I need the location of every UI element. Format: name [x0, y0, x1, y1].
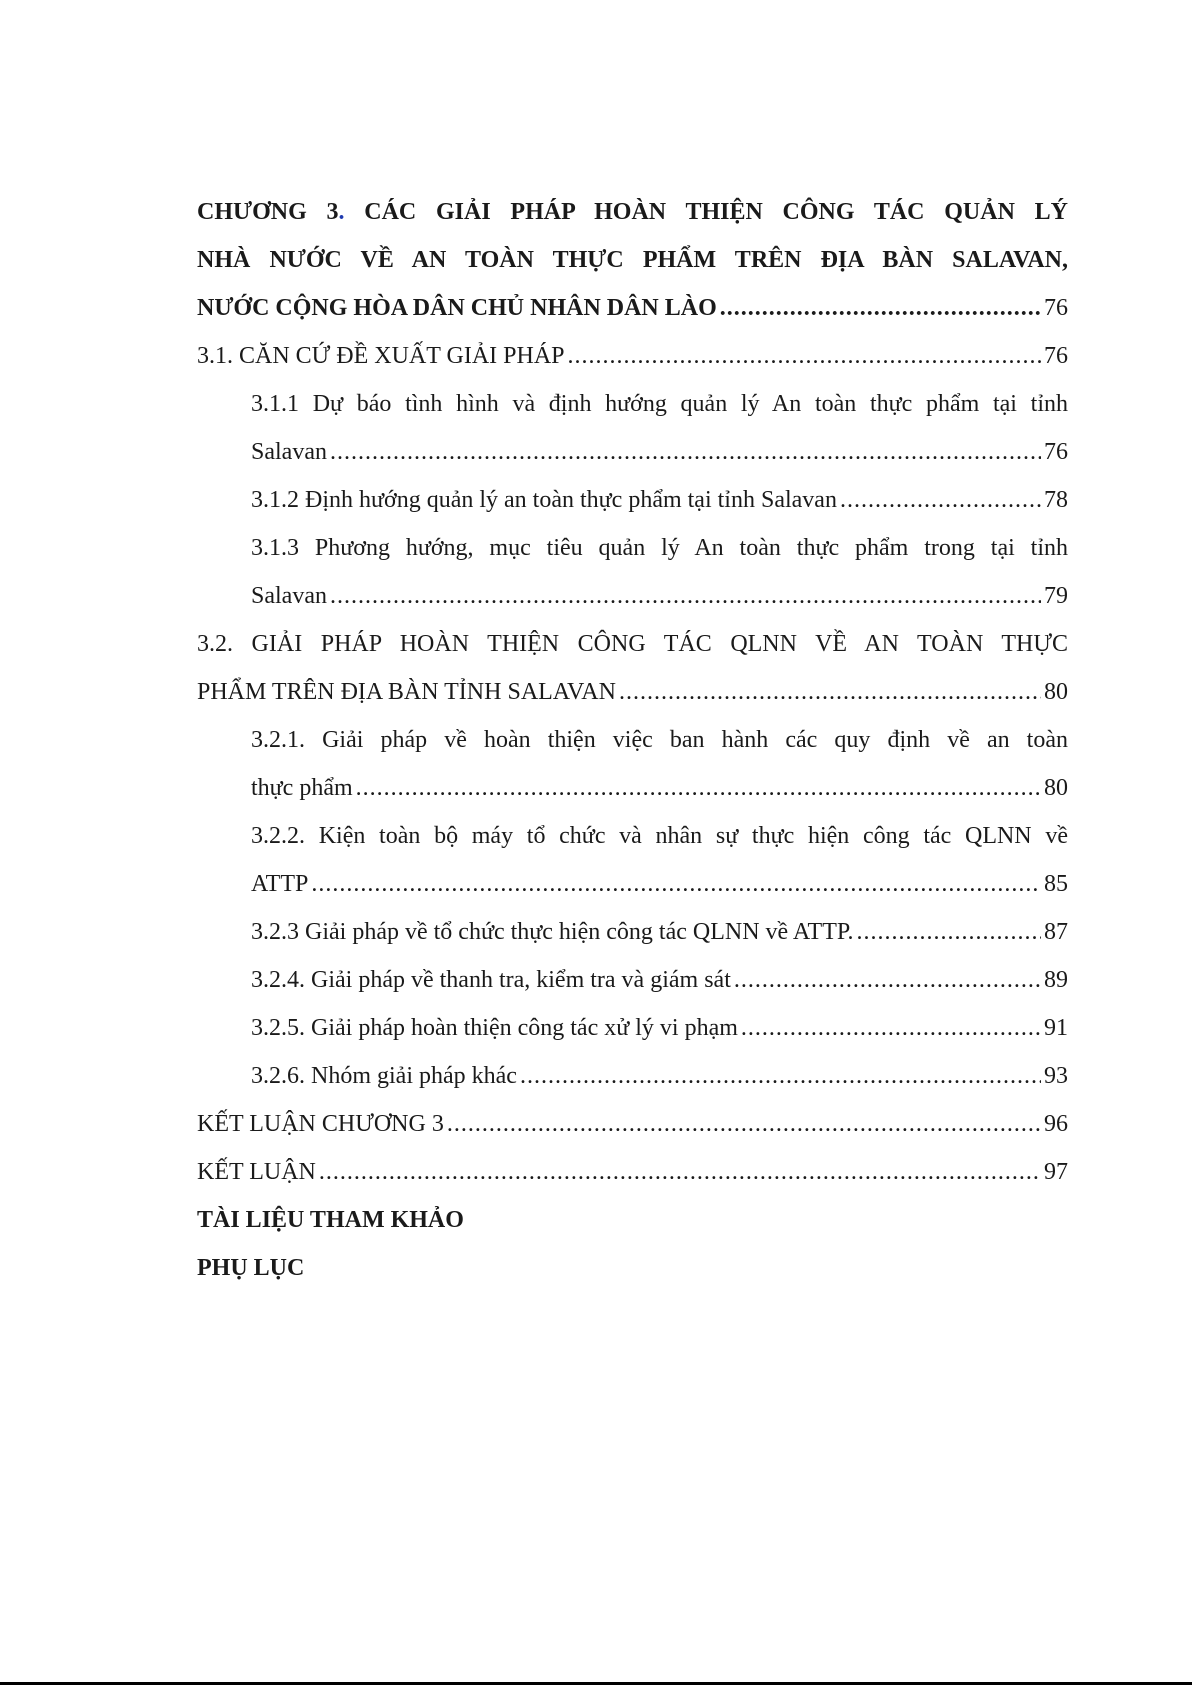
conclusion-title: KẾT LUẬN: [197, 1159, 316, 1185]
toc-entry-3-1-2[interactable]: [197, 476, 1068, 524]
toc-entry-3-1-3-line2[interactable]: [197, 572, 1068, 620]
leader-dots: [568, 332, 1041, 380]
entry-3-2-6-title: 3.2.6. Nhóm giải pháp khác: [251, 1063, 517, 1089]
entry-3-2-page: 80: [1044, 679, 1068, 705]
leader-dots: [447, 1100, 1041, 1148]
entry-3-1-1-page: 76: [1044, 439, 1068, 465]
entry-3-2-4-title: 3.2.4. Giải pháp về thanh tra, kiểm tra và giám sát: [251, 967, 731, 993]
leader-dots: [840, 476, 1041, 524]
leader-dots: [619, 668, 1041, 716]
leader-dots: [330, 572, 1041, 620]
entry-3-1-1-title-line2: Salavan: [251, 439, 327, 465]
table-of-contents: [197, 188, 1068, 1292]
leader-dots: [311, 860, 1041, 908]
toc-entry-3-2-3[interactable]: [197, 908, 1068, 956]
toc-entry-3-2-6[interactable]: [197, 1052, 1068, 1100]
leader-dots: [720, 284, 1041, 332]
entry-3-2-2-page: 85: [1044, 871, 1068, 897]
toc-entry-3-2-2-line2[interactable]: [197, 860, 1068, 908]
entry-3-1-2-title: 3.1.2 Định hướng quản lý an toàn thực phẩm tại tỉnh Salavan: [251, 487, 837, 513]
chapter3-page: 76: [1044, 295, 1068, 321]
toc-entry-3-1-1-line2[interactable]: [197, 428, 1068, 476]
toc-entry-3-2-line1[interactable]: [197, 620, 1068, 668]
toc-entry-3-2-line2[interactable]: [197, 668, 1068, 716]
entry-3-2-2-title-line2: ATTP: [251, 871, 309, 897]
entry-3-2-1-title-line2: thực phẩm: [251, 775, 353, 801]
toc-entry-3-1-3-line1[interactable]: [197, 524, 1068, 572]
entry-3-2-3-title: 3.2.3 Giải pháp về tổ chức thực hiện công tác QLNN về ATTP.: [251, 919, 854, 945]
entry-3-2-6-page: 93: [1044, 1063, 1068, 1089]
chapter3-title-line3: NƯỚC CỘNG HÒA DÂN CHỦ NHÂN DÂN LÀO: [197, 295, 717, 321]
entry-3-1-2-page: 78: [1044, 487, 1068, 513]
toc-chapter3-line1[interactable]: [197, 188, 1068, 236]
toc-entry-conclusion-chapter3[interactable]: [197, 1100, 1068, 1148]
leader-dots: [741, 1004, 1041, 1052]
entry-3-1-page: 76: [1044, 343, 1068, 369]
toc-chapter3-line2[interactable]: [197, 236, 1068, 284]
toc-entry-3-2-2-line1[interactable]: [197, 812, 1068, 860]
entry-3-2-title-line1: 3.2. GIẢI PHÁP HOÀN THIỆN CÔNG TÁC QLNN VỀ AN TOÀN THỰC: [197, 631, 1068, 657]
leader-dots: [356, 764, 1041, 812]
toc-entry-3-1[interactable]: [197, 332, 1068, 380]
entry-3-1-1-title-line1: 3.1.1 Dự báo tình hình và định hướng quản lý An toàn thực phẩm tại tỉnh: [251, 391, 1068, 417]
entry-3-2-5-page: 91: [1044, 1015, 1068, 1041]
entry-3-2-4-page: 89: [1044, 967, 1068, 993]
entry-3-2-1-page: 80: [1044, 775, 1068, 801]
toc-entry-3-1-1-line1[interactable]: [197, 380, 1068, 428]
chapter3-title-line2: NHÀ NƯỚC VỀ AN TOÀN THỰC PHẨM TRÊN ĐỊA BÀN SALAVAN,: [197, 247, 1068, 273]
entry-3-1-title: 3.1. CĂN CỨ ĐỀ XUẤT GIẢI PHÁP: [197, 343, 565, 369]
toc-entry-appendix[interactable]: [197, 1244, 1068, 1292]
entry-3-2-title-line2: PHẨM TRÊN ĐỊA BÀN TỈNH SALAVAN: [197, 679, 616, 705]
leader-dots: [734, 956, 1041, 1004]
entry-3-1-3-title-line1: 3.1.3 Phương hướng, mục tiêu quản lý An toàn thực phẩm trong tại tỉnh: [251, 535, 1068, 561]
toc-entry-conclusion[interactable]: [197, 1148, 1068, 1196]
conclusion-chapter3-page: 96: [1044, 1111, 1068, 1137]
chapter3-accent-dot: .: [338, 199, 345, 225]
leader-dots: [857, 908, 1041, 956]
appendix-title: PHỤ LỤC: [197, 1255, 305, 1281]
toc-chapter3-line3[interactable]: [197, 284, 1068, 332]
toc-entry-3-2-1-line1[interactable]: [197, 716, 1068, 764]
conclusion-chapter3-title: KẾT LUẬN CHƯƠNG 3: [197, 1111, 444, 1137]
leader-dots: [330, 428, 1041, 476]
entry-3-2-3-page: 87: [1044, 919, 1068, 945]
entry-3-2-2-title-line1: 3.2.2. Kiện toàn bộ máy tổ chức và nhân sự thực hiện công tác QLNN về: [251, 823, 1068, 849]
toc-entry-3-2-4[interactable]: [197, 956, 1068, 1004]
conclusion-page: 97: [1044, 1159, 1068, 1185]
entry-3-1-3-title-line2: Salavan: [251, 583, 327, 609]
toc-entry-references[interactable]: [197, 1196, 1068, 1244]
chapter3-title-line1: CÁC GIẢI PHÁP HOÀN THIỆN CÔNG TÁC QUẢN LÝ: [344, 199, 1068, 225]
toc-entry-3-2-1-line2[interactable]: [197, 764, 1068, 812]
chapter3-prefix: CHƯƠNG 3: [197, 199, 339, 225]
toc-entry-3-2-5[interactable]: [197, 1004, 1068, 1052]
entry-3-2-1-title-line1: 3.2.1. Giải pháp về hoàn thiện việc ban hành các quy định về an toàn: [251, 727, 1068, 753]
leader-dots: [319, 1148, 1041, 1196]
entry-3-1-3-page: 79: [1044, 583, 1068, 609]
references-title: TÀI LIỆU THAM KHẢO: [197, 1207, 464, 1233]
entry-3-2-5-title: 3.2.5. Giải pháp hoàn thiện công tác xử lý vi phạm: [251, 1015, 738, 1041]
leader-dots: [520, 1052, 1041, 1100]
